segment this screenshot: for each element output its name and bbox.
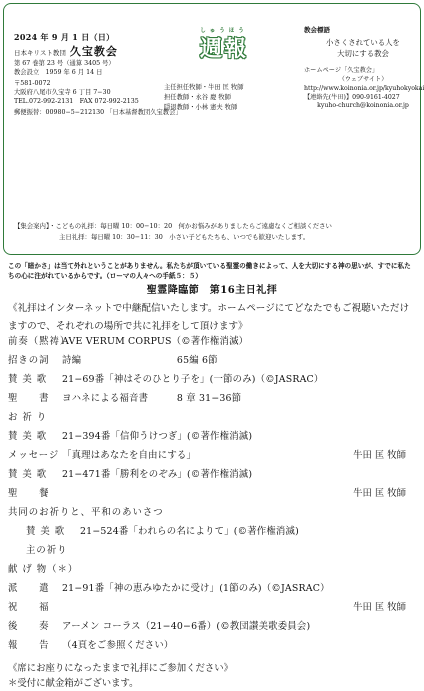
postal-account: 郵便振替：00980−5−212130 「日本基督教団久宝教会」 [14, 109, 182, 117]
order-item-label: 賛 美 歌 [8, 430, 48, 442]
postal-code: 〒581-0072 [14, 80, 51, 88]
order-item-detail: アーメン コーラス（21−40−6番）(©教団讃美歌委員会) [62, 620, 311, 632]
order-item [8, 488, 416, 507]
bulletin-date: 2024 年 9 月 1 日（日） [14, 32, 115, 42]
staff-retired-pastor: 隠退教師・小林 憲夫 牧師 [164, 103, 238, 111]
order-item [8, 393, 416, 412]
order-item-label: 聖 餐 [8, 487, 50, 499]
motto-line-2: 大切にする教会 [337, 49, 389, 59]
worship-content [8, 262, 416, 691]
footer-line-1: 《席にお座りになったままで礼拝にご参加ください》 [8, 662, 234, 674]
service-title: 聖霊降臨節 第16主日礼拝 [146, 284, 278, 296]
order-item-label: 献 げ 物（＊） [8, 563, 79, 575]
order-item [8, 469, 416, 488]
motto-and-contact [304, 26, 422, 111]
order-item [8, 450, 416, 469]
church-info [14, 32, 182, 117]
order-item [8, 526, 416, 545]
title-ruby: しゅうほう [200, 28, 248, 34]
church-name: 久宝教会 [69, 45, 118, 58]
gathering-line-2: 主日礼拝：毎日曜 10：30−11：30 小さい子どもたちも、いつでも歓迎いたします。 [59, 233, 310, 241]
order-item-label: 派 遣 [8, 582, 50, 594]
order-item [8, 583, 416, 602]
order-item-detail: ヨハネによる福音書 8 章 31−36節 [62, 392, 242, 404]
order-item-label: 招きの詞 [8, 354, 50, 366]
order-item-label: 後 奏 [8, 620, 50, 632]
pastor-list [164, 84, 299, 114]
order-item [8, 640, 416, 659]
footer-notes [8, 661, 416, 691]
staff-lead-pastor: 主任担任牧師・牛田 匡 牧師 [164, 84, 244, 91]
order-item-officiant: 牛田 匡 牧師 [353, 487, 406, 499]
contact-phone: 【連絡先(牛田)】090-9161-4027 [304, 93, 400, 101]
order-item-label: お 祈 り [8, 411, 48, 423]
gathering-info [14, 222, 414, 244]
founded-date: 教会設立 1959 年 6 月 14 日 [14, 68, 103, 76]
homepage-label: ホームページ「久宝教会」 [304, 67, 379, 75]
order-of-worship [8, 336, 416, 659]
order-item-label: 聖 書 [8, 392, 50, 404]
order-item [8, 602, 416, 621]
order-item-label: 主の祈り [26, 544, 68, 556]
order-item-detail: 21−394番「信仰うけつぎ」(©著作権消滅) [62, 430, 253, 442]
scripture-verse: この「暗かさ」は当て外れということがありません。私たちが頂いている聖霊の働きによって、人を大切にする神の思いが、すでに私たちの心に注がれているからです。（ローマの人々への手紙５：５） [8, 262, 411, 280]
contact-email[interactable]: kyuho-church@koinonia.or.jp [317, 102, 409, 110]
order-item-label: 報 告 [8, 639, 50, 651]
issue-number: 第 67 巻第 23 号（通算 3405 号） [14, 59, 115, 67]
order-item-detail: （4頁をご参照ください） [62, 639, 174, 651]
order-item-officiant: 牛田 匡 牧師 [353, 449, 406, 461]
order-item-label: 賛 美 歌 [8, 468, 48, 480]
order-item-label: 賛 美 歌 [26, 525, 66, 537]
motto-line-1: 小さくされている人を [326, 38, 400, 48]
order-item-detail: 21−91番「神の恵みゆたかに受け」(1節のみ)（©JASRAC） [62, 582, 330, 594]
order-item [8, 545, 416, 564]
order-item-label: 共同のお祈りと、平和のあいさつ [8, 506, 164, 518]
staff-assistant-pastor: 担任教師・永谷 慶 牧師 [164, 93, 231, 101]
title-main: 週報 [199, 35, 248, 62]
bulletin-title [184, 28, 264, 63]
order-item-label: 賛 美 歌 [8, 373, 48, 385]
order-item-detail: 21−471番「勝利をのぞみ」(©著作権消滅) [62, 468, 253, 480]
motto-label: 教会標語 [304, 26, 330, 34]
order-item-detail: AVE VERUM CORPUS（©著作権消滅） [62, 335, 249, 347]
order-item-label: メッセージ [8, 449, 60, 461]
order-item [8, 431, 416, 450]
order-item-detail: 21−524番「われらの名によりて」(©著作権消滅) [80, 525, 299, 537]
order-item [8, 564, 416, 583]
order-item-detail: 詩編 65編 6節 [62, 354, 218, 366]
order-item [8, 336, 416, 355]
order-item-detail: 21−69番「神はそのひとり子を」(一節のみ)（©JASRAC） [62, 373, 324, 385]
footer-line-2: ＊受付に献金箱がございます。 [8, 677, 139, 689]
order-item [8, 374, 416, 393]
order-item [8, 507, 416, 526]
tel-fax: TEL.072-992-2131 FAX 072-992-2135 [14, 98, 139, 106]
order-item-detail: 「真理はあなたを自由にする」 [62, 449, 197, 461]
denomination: 日本キリスト教団 [14, 49, 66, 57]
order-item-officiant: 牛田 匡 牧師 [353, 601, 406, 613]
order-item-label: 前奏（黙祷） [8, 335, 71, 347]
order-item [8, 621, 416, 640]
streaming-notice: 《礼拝はインターネットで中継配信いたします。ホームページにてどなたでもご視聴いただけますので、それぞれの場所で共に礼拝をして頂けます》 [8, 303, 410, 332]
homepage-sub: （ウェブサイト） [338, 76, 388, 84]
header-frame [3, 3, 424, 255]
homepage-url[interactable]: http://www.koinonia.or.jp/kyuhokyokai [304, 84, 424, 92]
church-motto [304, 37, 422, 59]
order-item [8, 412, 416, 431]
order-item [8, 355, 416, 374]
order-item-label: 祝 福 [8, 601, 50, 613]
address: 大阪府八尾市久宝寺 6 丁目 7−30 [14, 89, 111, 97]
gathering-line-1: 【集会案内】・こどもの礼拝：毎日曜 10：00−10：20 何かお悩みがありましたらご遠慮なくご相談ください [14, 222, 332, 230]
